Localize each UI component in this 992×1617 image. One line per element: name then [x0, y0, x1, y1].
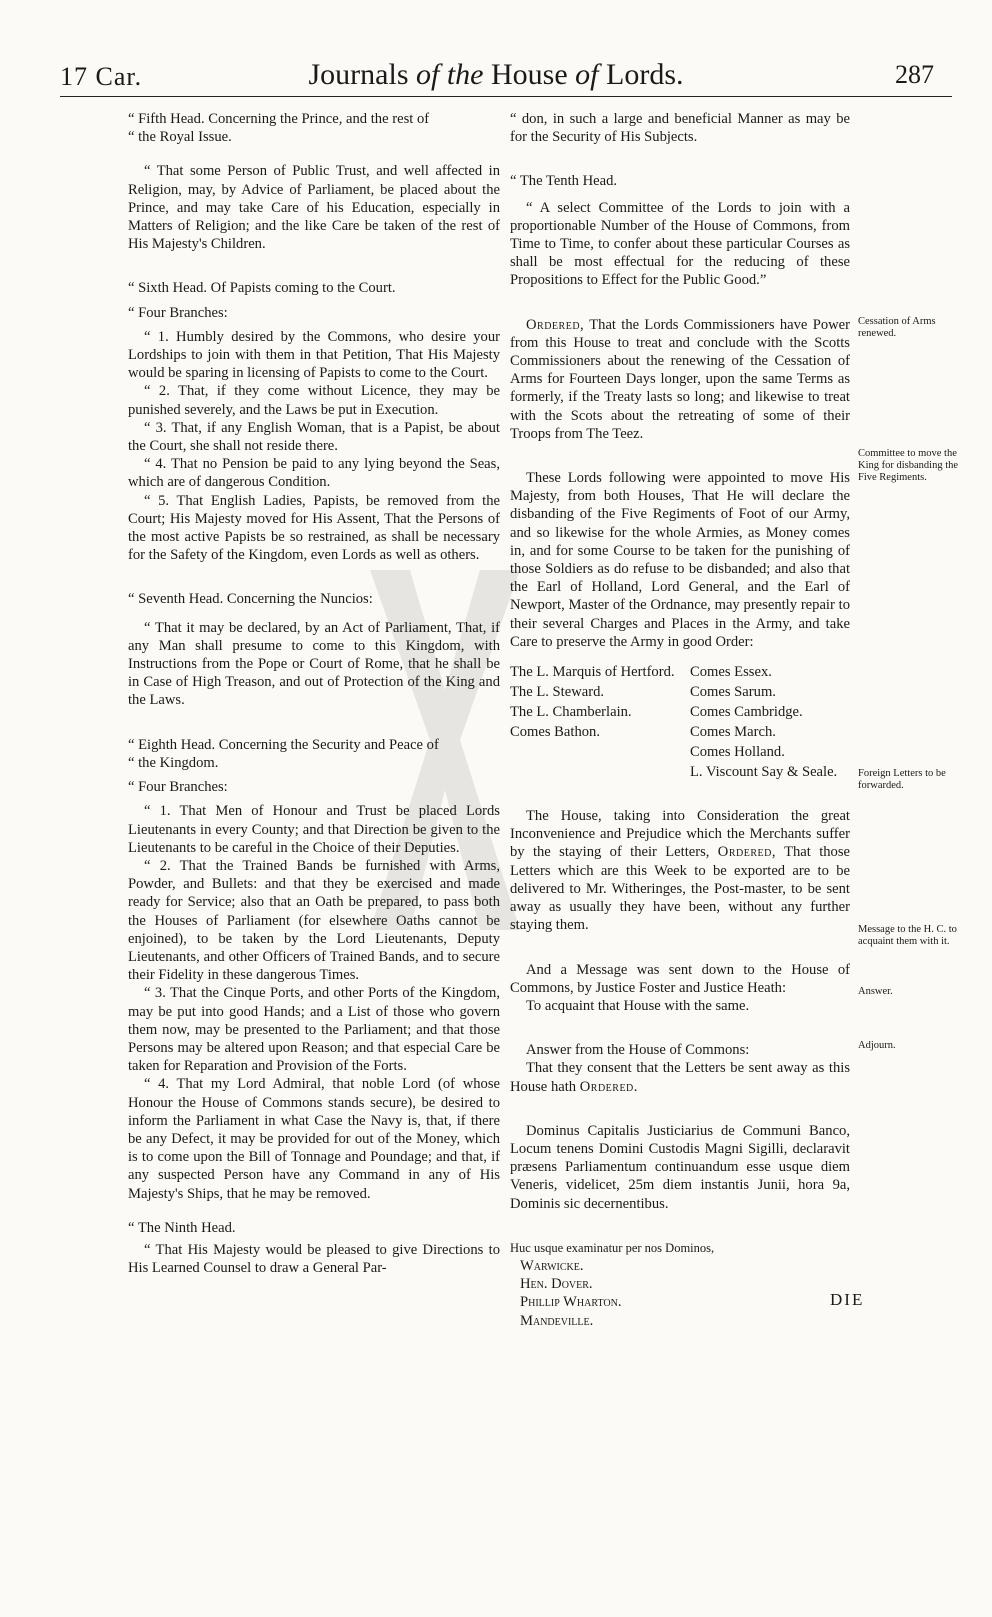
name-left-1: The L. Steward.	[510, 684, 605, 701]
committee-names	[510, 663, 850, 781]
signatures	[510, 1239, 850, 1330]
letters-ordered-word: Ordered,	[717, 844, 776, 861]
seventh-head-title: “ Seventh Head. Concerning the Nuncios:	[128, 591, 373, 608]
margin-note-answer: Answer.	[858, 986, 893, 997]
adjournment-text: Dominus Capitalis Justiciarius de Communi Banco, Locum tenens Domini Custodis Magni Sigilli, declaravit præsens Parliamentum continuandum esse usque diem Veneris, videlicet, 25m diem instantis Junii, hora 9a, Dominis sic decernentibus.	[510, 1122, 850, 1212]
regnal-year: 17 Car.	[60, 62, 143, 91]
sixth-branch-4: “ 4. That no Pension be paid to any lying beyond the Seas, which are of dangerous Condition.	[128, 456, 500, 491]
ninth-head-title: “ The Ninth Head.	[128, 1219, 236, 1236]
ordered-word: Ordered,	[526, 316, 585, 333]
name-right-1: Comes Sarum.	[690, 684, 776, 701]
cessation-order-text: That the Lords Commissioners have Power from this House to treat and conclude with the Scotts Commissioners about the renewing of the Cessation of Arms for Fourteen Days longer, upon the same Terms as formerly, if the Treaty lasts so long; and likewise to treat with the Scots about the retreating of some of their Troops from The Teez.	[510, 316, 850, 442]
eighth-head-title: “ Eighth Head. Concerning the Security and Peace of	[128, 736, 439, 753]
sixth-branches-label: “ Four Branches:	[128, 304, 228, 321]
fifth-head-title-cont: “ the Royal Issue.	[128, 129, 232, 146]
letters-order-text-1: The House, taking into Consideration the great Inconvenience and Prejudice which the Merchants suffer by the staying of their Letters,	[510, 808, 850, 861]
header-rule	[60, 96, 952, 97]
answer-heading: Answer from the House of Commons:	[526, 1042, 750, 1059]
margin-note-foreign-letters: Foreign Letters to be forwarded.	[858, 768, 946, 791]
eighth-branch-2: “ 2. That the Trained Bands be furnished with Arms, Powder, and Bullets: and that they be exercised and made ready for Service; also that an Oath be prepared, to pass both the Houses of Parliament (for elsewhere Oaths cannot be enjoined), to be taken by the Lord Lieutenants, Deputy Lieutenants, and other Officers of Trained Bands, and to secure their Fidelity in these dangerous Times.	[128, 857, 500, 984]
title-journals: Journals	[308, 58, 409, 91]
name-right-0: Comes Essex.	[690, 664, 772, 681]
left-column	[128, 110, 500, 1277]
answer-ordered-word: Ordered.	[579, 1078, 638, 1095]
running-title	[0, 58, 992, 92]
sixth-branch-2: “ 2. That, if they come without Licence, they may be punished severely, and the Laws be put in Execution.	[128, 383, 500, 418]
eighth-branches-label: “ Four Branches:	[128, 779, 228, 796]
letters-order	[510, 807, 850, 934]
catchword: DIE	[830, 1290, 865, 1309]
name-right-3: Comes March.	[690, 724, 776, 741]
margin-note-cessation: Cessation of Arms renewed.	[858, 316, 936, 339]
name-right-5: L. Viscount Say & Seale.	[690, 764, 838, 781]
signer-1: Hen. Dover.	[520, 1276, 593, 1293]
seventh-head-text: “ That it may be declared, by an Act of Parliament, That, if any Man shall presume to come to this Kingdom, with Instructions from the Pope or Court of Rome, that he shall be in Case of High Treason, and out of Protection of the King and the Laws.	[128, 619, 500, 709]
signer-0: Warwicke.	[520, 1257, 584, 1274]
margin-note-committee: Committee to move the King for disbanding the Five Regiments.	[858, 448, 959, 483]
title-lords: Lords.	[606, 58, 684, 91]
ninth-head-cont: “ don, in such a large and beneficial Manner as may be for the Security of His Subjects.	[510, 111, 850, 146]
title-of: of	[575, 58, 599, 91]
name-left-0: The L. Marquis of Hertford.	[510, 664, 675, 681]
page-number: 287	[895, 60, 934, 89]
message-instruction: To acquaint that House with the same.	[526, 997, 750, 1014]
title-house: House	[491, 58, 568, 91]
signer-2: Phillip Wharton.	[520, 1294, 622, 1311]
examined-line: Huc usque examinatur per nos Dominos,	[510, 1240, 715, 1255]
tenth-head-text: “ A select Committee of the Lords to join with a proportionable Number of the House of Commons, from Time to Time, to confer about these particular Courses as shall be most effectual for the reducing of these Propositions to Effect for the Public Good.”	[510, 199, 850, 289]
name-right-2: Comes Cambridge.	[690, 704, 803, 721]
sixth-branch-3: “ 3. That, if any English Woman, that is a Papist, be about the Court, she shall not reside there.	[128, 419, 500, 455]
answer-text	[510, 1059, 850, 1095]
letters-order-text-2: That those Letters which are this Week to be exported are to be delivered to Mr. Witheringes, the Post-master, to be sent away as usually they have been, without any further staying them.	[510, 844, 850, 934]
right-column	[510, 110, 850, 1330]
margin-note-message: Message to the H. C. to acquaint them with it.	[858, 924, 957, 947]
sixth-head-title: “ Sixth Head. Of Papists coming to the Court.	[128, 280, 396, 297]
cessation-order	[510, 316, 850, 443]
name-left-2: The L. Chamberlain.	[510, 704, 632, 721]
title-of-the: of the	[416, 58, 484, 91]
name-right-4: Comes Holland.	[690, 744, 785, 761]
signer-3: Mandeville.	[520, 1312, 594, 1329]
message-text: And a Message was sent down to the House of Commons, by Justice Foster and Justice Heath:	[510, 961, 850, 996]
ninth-head-text: “ That His Majesty would be pleased to give Directions to His Learned Counsel to draw a General Par-	[128, 1241, 500, 1277]
eighth-branch-1: “ 1. That Men of Honour and Trust be placed Lords Lieutenants in every County; and that Direction be given to the Lieutenants to be careful in the Choice of their Deputies.	[128, 803, 500, 856]
fifth-head-title: “ Fifth Head. Concerning the Prince, and the rest of	[128, 111, 430, 127]
sixth-branch-1: “ 1. Humbly desired by the Commons, who desire your Lordships to join with them in that Petition, That His Majesty would be sparing in licensing of Papists to come to the Court.	[128, 328, 500, 382]
eighth-head-title-cont: “ the Kingdom.	[128, 754, 219, 771]
fifth-head-text: “ That some Person of Public Trust, and well affected in Religion, may, by Advice of Parliament, be placed about the Prince, and may take Care of his Education, especially in Matters of Religion; and the like Care be taken of the rest of His Majesty's Children.	[128, 163, 500, 253]
tenth-head-title: “ The Tenth Head.	[510, 173, 618, 190]
eighth-branch-3: “ 3. That the Cinque Ports, and other Ports of the Kingdom, may be put into good Hands; and a List of those who govern them now, may be presented to the Parliament; and that those Persons may be altered upon Reason; and that especial Care be taken for Reparation and Provision of the Forts.	[128, 985, 500, 1075]
name-left-3: Comes Bathon.	[510, 724, 600, 741]
answer-text-body: That they consent that the Letters be sent away as this House hath	[510, 1060, 850, 1095]
sixth-branch-5: “ 5. That English Ladies, Papists, be removed from the Court; His Majesty moved for His Assent, That the Persons of the most active Papists be so restrained, as shall be necessary for the Safety of the Kingdom, even Lords as well as others.	[128, 492, 500, 564]
margin-note-adjourn: Adjourn.	[858, 1040, 896, 1051]
committee-text: These Lords following were appointed to move His Majesty, from both Houses, That He will declare the disbanding of the Five Regiments of Foot of our Army, and so likewise for the whole Armies, as Money comes in, and for some Course to be taken for the punishing of those Soldiers as do refuse to be disbanded; and also that the Earl of Holland, Lord General, and the Earl of Newport, Master of the Ordnance, may presently repair to their several Charges and Places in the Army, and take Care to preserve the Army in good Order:	[510, 470, 850, 650]
eighth-branch-4: “ 4. That my Lord Admiral, that noble Lord (of whose Honour the House of Commons stands secure), be desired to inform the Parliament in what Case the Navy is, that, if there be any Defect, it may be provided for out of the Money, which is to come upon the Bill of Tonnage and Poundage; and that, if any suspected Person have any Command in any of His Majesty's Ships, that he may be removed.	[128, 1076, 500, 1202]
